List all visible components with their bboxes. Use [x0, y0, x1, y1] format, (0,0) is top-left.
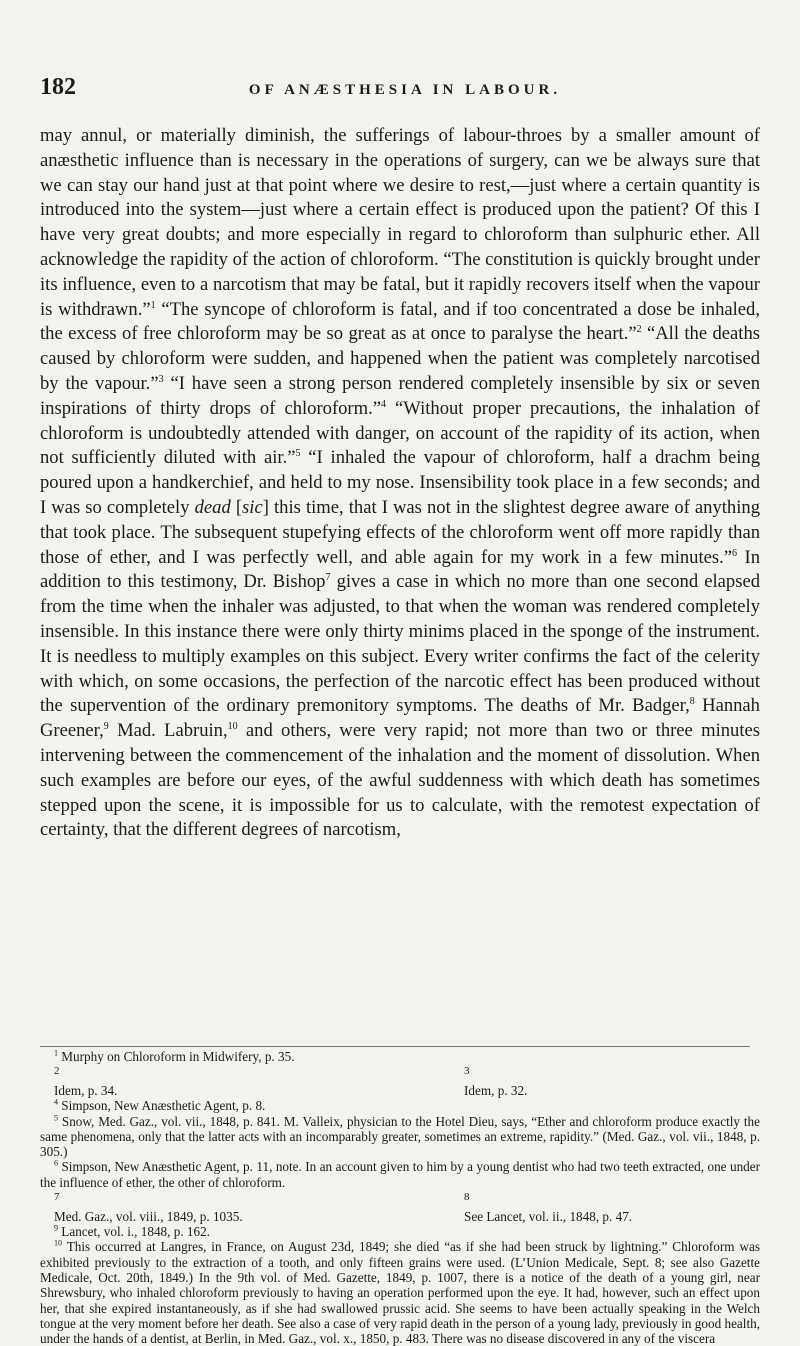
- footnote-10: [40, 1239, 760, 1346]
- footnote-text: This occurred at Langres, in France, on August 23d, 1849; she died “as if she had been struck by lightning.” Chloroform was exhibited previously to the extraction of a tooth, and only fifteen grains were used. (L’Union Medicale, Sept. 8; see also Gazette Medicale, Oct. 20th, 1849.) In the 9th vol. of Med. Gazette, 1849, p. 1007, there is a notice of the death of a young girl, near Shrewsbury, who inhaled chloroform previously to having an operation performed upon the eye. It had, however, such an effect upon her, that she expired instantaneously, as if she had swallowed prussic acid. She seems to have been actually speaking in the Welch tongue at the very moment before her death. See also a case of very rapid death in the person of a young lady, previously in good health, under the hands of a dentist, at Berlin, in Med. Gaz., vol. x., 1850, p. 483. There was no disease discovered in any of the viscera: [40, 1239, 761, 1346]
- footnote-marker: 7: [54, 1191, 60, 1204]
- body-text-segment: In addition to this testimony, Dr. Bishop: [40, 546, 761, 593]
- footnote-ref: 3: [158, 373, 164, 385]
- footnote-text: Med. Gaz., vol. viii., 1849, p. 1035.: [54, 1208, 243, 1224]
- footnote-2: [40, 1064, 450, 1098]
- footnote-text: Simpson, New Anæsthetic Agent, p. 11, note. In an account given to him by a young dentist who had two teeth extracted, one under the influence of ether, the other of chloroform.: [40, 1159, 761, 1190]
- body-paragraph: may annul, or materially diminish, the sufferings of labour-throes by a smaller amount of anæsthetic influence than is necessary in the operations of surgery, can we be always sure that we can stay our hand just at that point where we desire to rest,—just where a certain quantity is introduced into the system—just where a certain effect is produced upon the patient? Of this I have very great doubts; and more especially in regard to chloroform than sulphuric ether. All acknowledge the rapidity of the action of chloroform. “The constitution is quickly brought under its influence, even to a narcotism that may be fatal, but it rapidly recovers itself when the vapour is withdrawn.”$^1$ “The syncope of chloroform is fatal, and if too concentrated a dose be inhaled, the excess of free chloroform may be so great as at once to paralyse the heart.”$^2$ “All the deaths caused by chloroform were sudden, and happened when the patient was completely narcotised by the vapour.”$^3$ “I have seen a strong person rendered completely insensible by six or seven inspirations of thirty drops of chloroform.”$^4$ “Without proper precautions, the inhalation of chloroform is undoubtedly attended with danger, on account of the rapidity of its action, when not sufficiently diluted with air.”$^5$ “I inhaled the vapour of chloroform, half a drachm being poured upon a handkerchief, and held to my nose. Insensibility took place in a few seconds; and I was so completely dead [sic] this time, that I was not in the slightest degree aware of anything that took place. The subsequent stupefying effects of the chloroform went off more rapidly than those of ether, and I was perfectly well, and able again for my work in a few minutes.”$^6$ In addition to this testimony, Dr. Bishop$^7$ gives a case in which no more than one second elapsed from the time when the inhaler was adjusted, to that when the woman was rendered completely insensible. In this instance there were only thirty minims placed in the sponge of the instrument. It is needless to multiply examples on this subject. Every writer confirms the fact of the celerity with which, on some occasions, the perfection of the narcotic effect has been produced without the supervention of the ordinary premonitory symptoms. The deaths of Mr. Badger,$^8$ Hannah Greener,$^9$ Mad. Labruin,$^{10}$ and others, were very rapid; not more than two or three minutes intervening between the commencement of the inhalation and the moment of dissolution. When such examples are before our eyes, of the awful suddenness with which death has sometimes stepped upon the scene, it is impossible for us to calculate, with the remotest expectation of certainty, that the different degrees of narcotism,: [40, 125, 761, 841]
- footnote-marker: 10: [54, 1238, 62, 1248]
- footnote-text: See Lancet, vol. ii., 1848, p. 47.: [464, 1208, 633, 1224]
- page-number: 182: [40, 74, 76, 100]
- footnote-marker: 3: [464, 1065, 470, 1078]
- footnote-marker: 4: [54, 1097, 58, 1107]
- footnote-marker: 6: [54, 1159, 58, 1169]
- footnote-divider: [40, 1046, 750, 1047]
- footnote-marker: 1: [54, 1048, 58, 1058]
- footnote-8: [450, 1190, 632, 1224]
- footnote-ref: 2: [636, 324, 642, 336]
- footnotes: [40, 1049, 760, 1346]
- footnote-ref: 10: [227, 720, 238, 732]
- footnote-5: [40, 1114, 760, 1160]
- body-text-segment: “I have seen a strong person rendered completely insensible by six or seven inspirations of thirty drops of chloroform.”: [40, 372, 760, 419]
- footnote-ref: 7: [325, 572, 331, 584]
- body-text-segment: “I inhaled the vapour of chloroform, half a drachm being poured upon a handkerchief, and held to my nose. Insensibility took place in a few seconds; and I was so completely: [40, 447, 760, 518]
- body-text-segment: and others, were very rapid; not more than two or three minutes intervening between the commencement of the inhalation and the moment of dissolution. When such examples are before our eyes, of the awful suddenness with which death has sometimes stepped upon the scene, it is impossible for us to calculate, with the remotest expectation of certainty, that the different degrees of narcotism,: [40, 720, 760, 841]
- footnote-text: Idem, p. 32.: [464, 1082, 528, 1098]
- body-text-segment: “The syncope of chloroform is fatal, and if too concentrated a dose be inhaled, the excess of free chloroform may be so great as at once to paralyse the heart.”: [40, 298, 760, 345]
- italic-dead: dead: [194, 496, 231, 518]
- page-header: [40, 74, 760, 104]
- body-text-segment: gives a case in which no more than one second elapsed from the time when the inhaler was adjusted, to that when the woman was rendered completely insensible. In this instance there were only thirty minims placed in the sponge of the instrument. It is needless to multiply examples on this subject. Every writer confirms the fact of the celerity with which, on some occasions, the perfection of the narcotic effect has been produced without the supervention of the ordinary premonitory symptoms. The deaths of Mr. Badger,: [40, 571, 761, 717]
- footnote-marker: 9: [54, 1223, 58, 1233]
- footnote-row-2-3: [40, 1064, 760, 1098]
- footnote-1: [40, 1049, 760, 1064]
- footnote-marker: 8: [464, 1191, 470, 1204]
- footnote-text: Snow, Med. Gaz., vol. vii., 1848, p. 841. M. Valleix, physician to the Hotel Dieu, says, “Ether and chloroform produce exactly the same phenomena, only that the latter acts with an incomparably greater, sometimes an extreme, rapidity.” (Med. Gaz., vol. vii., 1848, p. 305.): [40, 1113, 760, 1160]
- footnote-text: Simpson, New Anæsthetic Agent, p. 8.: [61, 1098, 266, 1114]
- footnote-6: [40, 1159, 760, 1190]
- footnote-ref: 9: [103, 720, 109, 732]
- body-text-segment: Mad. Labruin,: [108, 720, 228, 742]
- footnote-row-7-8: [40, 1190, 760, 1224]
- italic-sic: sic: [242, 496, 263, 518]
- footnote-ref: 5: [295, 448, 301, 460]
- footnote-9: [40, 1224, 760, 1239]
- body-text-segment: “Without proper precautions, the inhalation of chloroform is undoubtedly attended with danger, on account of the rapidity of its action, when not sufficiently diluted with air.”: [40, 397, 761, 469]
- running-title: OF ANÆSTHESIA IN LABOUR.: [248, 82, 562, 98]
- body-text-segment: Hannah Greener,: [40, 695, 760, 742]
- footnote-ref: 4: [381, 398, 386, 410]
- footnote-4: [40, 1098, 760, 1113]
- body-text-segment: this time, that I was not in the slightest degree aware of anything that took place. The subsequent stupefying effects of the chloroform went off more rapidly than those of ether, and I was perfectly well, and able again for my work in a few minutes.”: [40, 496, 760, 568]
- footnote-text: Lancet, vol. i., 1848, p. 162.: [61, 1224, 210, 1240]
- footnote-text: Idem, p. 34.: [54, 1082, 118, 1098]
- body-text-segment: may annul, or materially diminish, the sufferings of labour-throes by a smaller amount of anæsthetic influence than is necessary in the operations of surgery, can we be always sure that we can stay our hand just at that point where we desire to rest,—just where a certain quantity is introduced into the system—just where a certain effect is produced upon the patient? Of this I have very great doubts; and more especially in regard to chloroform than sulphuric ether. All acknowledge the rapidity of the action of chloroform. “The constitution is quickly brought under its influence, even to a narcotism that may be fatal, but it rapidly recovers itself when the vapour is withdrawn.”: [40, 125, 760, 320]
- footnote-7: [40, 1190, 450, 1224]
- footnote-marker: 2: [54, 1065, 60, 1078]
- footnote-marker: 5: [54, 1113, 58, 1123]
- footnote-ref: 1: [150, 299, 156, 311]
- footnote-3: [450, 1064, 527, 1098]
- footnote-ref: 6: [732, 547, 738, 559]
- footnote-text: Murphy on Chloroform in Midwifery, p. 35.: [61, 1049, 295, 1064]
- body-text-segment: “All the deaths caused by chloroform were sudden, and happened when the patient was completely narcotised by the vapour.”: [40, 323, 760, 394]
- footnote-ref: 8: [689, 696, 695, 708]
